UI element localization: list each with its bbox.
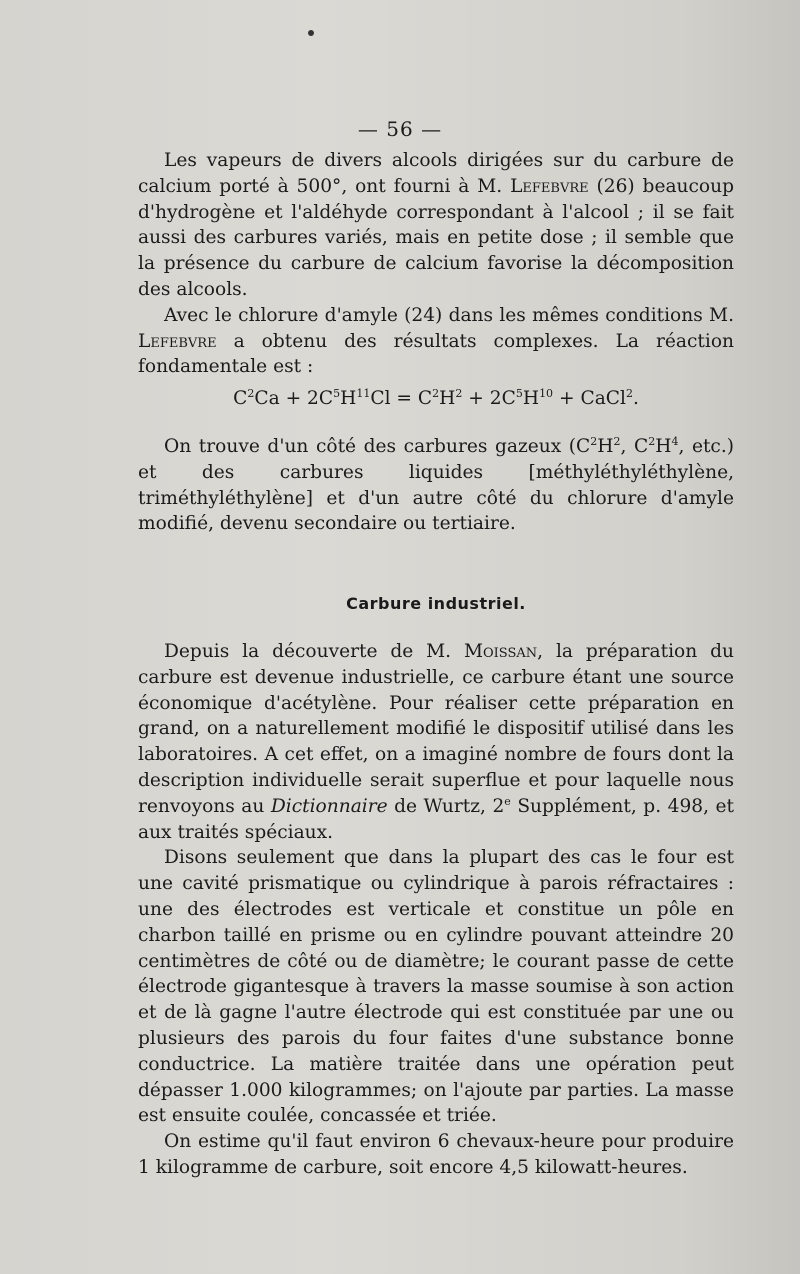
paragraph-1 xyxy=(138,148,734,303)
formula-sup: 2 xyxy=(590,434,598,448)
page-body xyxy=(138,148,734,1181)
eq-part: Ca + 2C xyxy=(254,388,334,410)
paragraph-1-text-a: Les vapeurs de divers alcools dirigées sur du carbure de calcium porté à 500°, ont fourni à M. xyxy=(138,150,734,197)
eq-sup: 10 xyxy=(539,386,554,400)
formula-sup: 4 xyxy=(671,434,679,448)
eq-part: + CaCl xyxy=(553,388,626,410)
paragraph-4-text: , la préparation du carbure est devenue industrielle, ce carbure étant une source économique d'acétylène. Pour réaliser cette préparation en grand, on a naturellement modifié le dispositif utilisé dans les laboratoires. A cet effet, on a imaginé nombre de fours dont la description individuelle serait superflue et pour laquelle nous renvoyons au xyxy=(138,640,734,817)
eq-part: + 2C xyxy=(462,388,516,410)
ink-dot xyxy=(308,30,314,36)
chemical-equation xyxy=(138,386,734,412)
paragraph-2-text-a: Avec le chlorure d'amyle (24) dans les mêmes conditions M. xyxy=(164,304,734,326)
paragraph-2 xyxy=(138,303,734,380)
eq-sup: 5 xyxy=(515,386,523,400)
paragraph-4 xyxy=(138,639,734,845)
paragraph-4-text: Supplément, p. 498, et aux traités spéciaux. xyxy=(138,795,734,843)
page-number: — 56 — xyxy=(357,117,443,141)
formula-sup: 2 xyxy=(648,434,656,448)
eq-sup: 2 xyxy=(247,386,255,400)
paragraph-2-text-b: a obtenu des résultats complexes. La réaction fondamentale est : xyxy=(138,330,734,378)
author-name: Lefebvre xyxy=(510,175,589,197)
eq-part: H xyxy=(340,388,357,410)
eq-sup: 2 xyxy=(625,386,633,400)
paragraph-5: Disons seulement que dans la plupart des cas le four est une cavité prismatique ou cylindrique à parois réfractaires : une des électrodes est verticale et constitue un pôle en charbon taillé en prisme ou en cylindre pouvant atteindre 20 centimètres de côté ou de diamètre; le courant passe de cette électrode gigantesque à travers la masse soumise à son action et de là gagne l'autre électrode qui est constituée par une ou plusieurs des parois du four faites d'une substance bonne conductrice. La matière traitée dans une opération peut dépasser 1.000 kilogrammes; on l'ajoute par parties. La masse est ensuite coulée, concassée et triée. xyxy=(138,847,734,1127)
eq-part: H xyxy=(522,388,540,410)
paragraph-3-text: , C xyxy=(620,435,649,457)
author-name: Lefebvre xyxy=(138,330,217,352)
formula-sup: 2 xyxy=(613,434,621,448)
eq-sup: 2 xyxy=(432,386,440,400)
eq-part: . xyxy=(632,388,639,410)
paragraph-3-text: H xyxy=(597,435,614,457)
paragraph-4-text: Depuis la découverte de M. xyxy=(164,640,464,662)
edition-sup: e xyxy=(504,794,511,808)
eq-part: Cl = C xyxy=(370,388,433,410)
paragraph-3-text: H xyxy=(655,435,672,457)
paragraph-3-text: , etc.) et des carbures liquides [méthyléthyléthylène, triméthyléthylène] et d'un autre côté du chlorure d'amyle modifié, devenu secondaire ou tertiaire. xyxy=(138,435,735,535)
dictionary-title: Dictionnaire xyxy=(270,795,388,817)
eq-sup: 5 xyxy=(333,386,341,400)
eq-sup: 2 xyxy=(455,386,463,400)
eq-part: C xyxy=(233,388,248,410)
paragraph-3 xyxy=(138,434,734,537)
author-name: Moissan xyxy=(463,640,538,662)
paragraph-6: On estime qu'il faut environ 6 chevaux-heure pour produire 1 kilogramme de carbure, soit encore 4,5 kilowatt-heures. xyxy=(138,1131,734,1178)
paragraph-1-text-b: (26) beaucoup d'hydrogène et l'aldéhyde correspondant à l'alcool ; il se fait aussi des carbures variés, mais en petite dose ; il semble que la présence du carbure de calcium favorise la décomposition des alcools. xyxy=(138,175,734,300)
section-title: Carbure industriel. xyxy=(346,594,526,614)
paragraph-3-text: On trouve d'un côté des carbures gazeux (C xyxy=(164,435,591,457)
eq-sup: 11 xyxy=(356,386,371,400)
paragraph-4-text: de Wurtz, 2 xyxy=(387,795,505,817)
eq-part: H xyxy=(439,388,456,410)
